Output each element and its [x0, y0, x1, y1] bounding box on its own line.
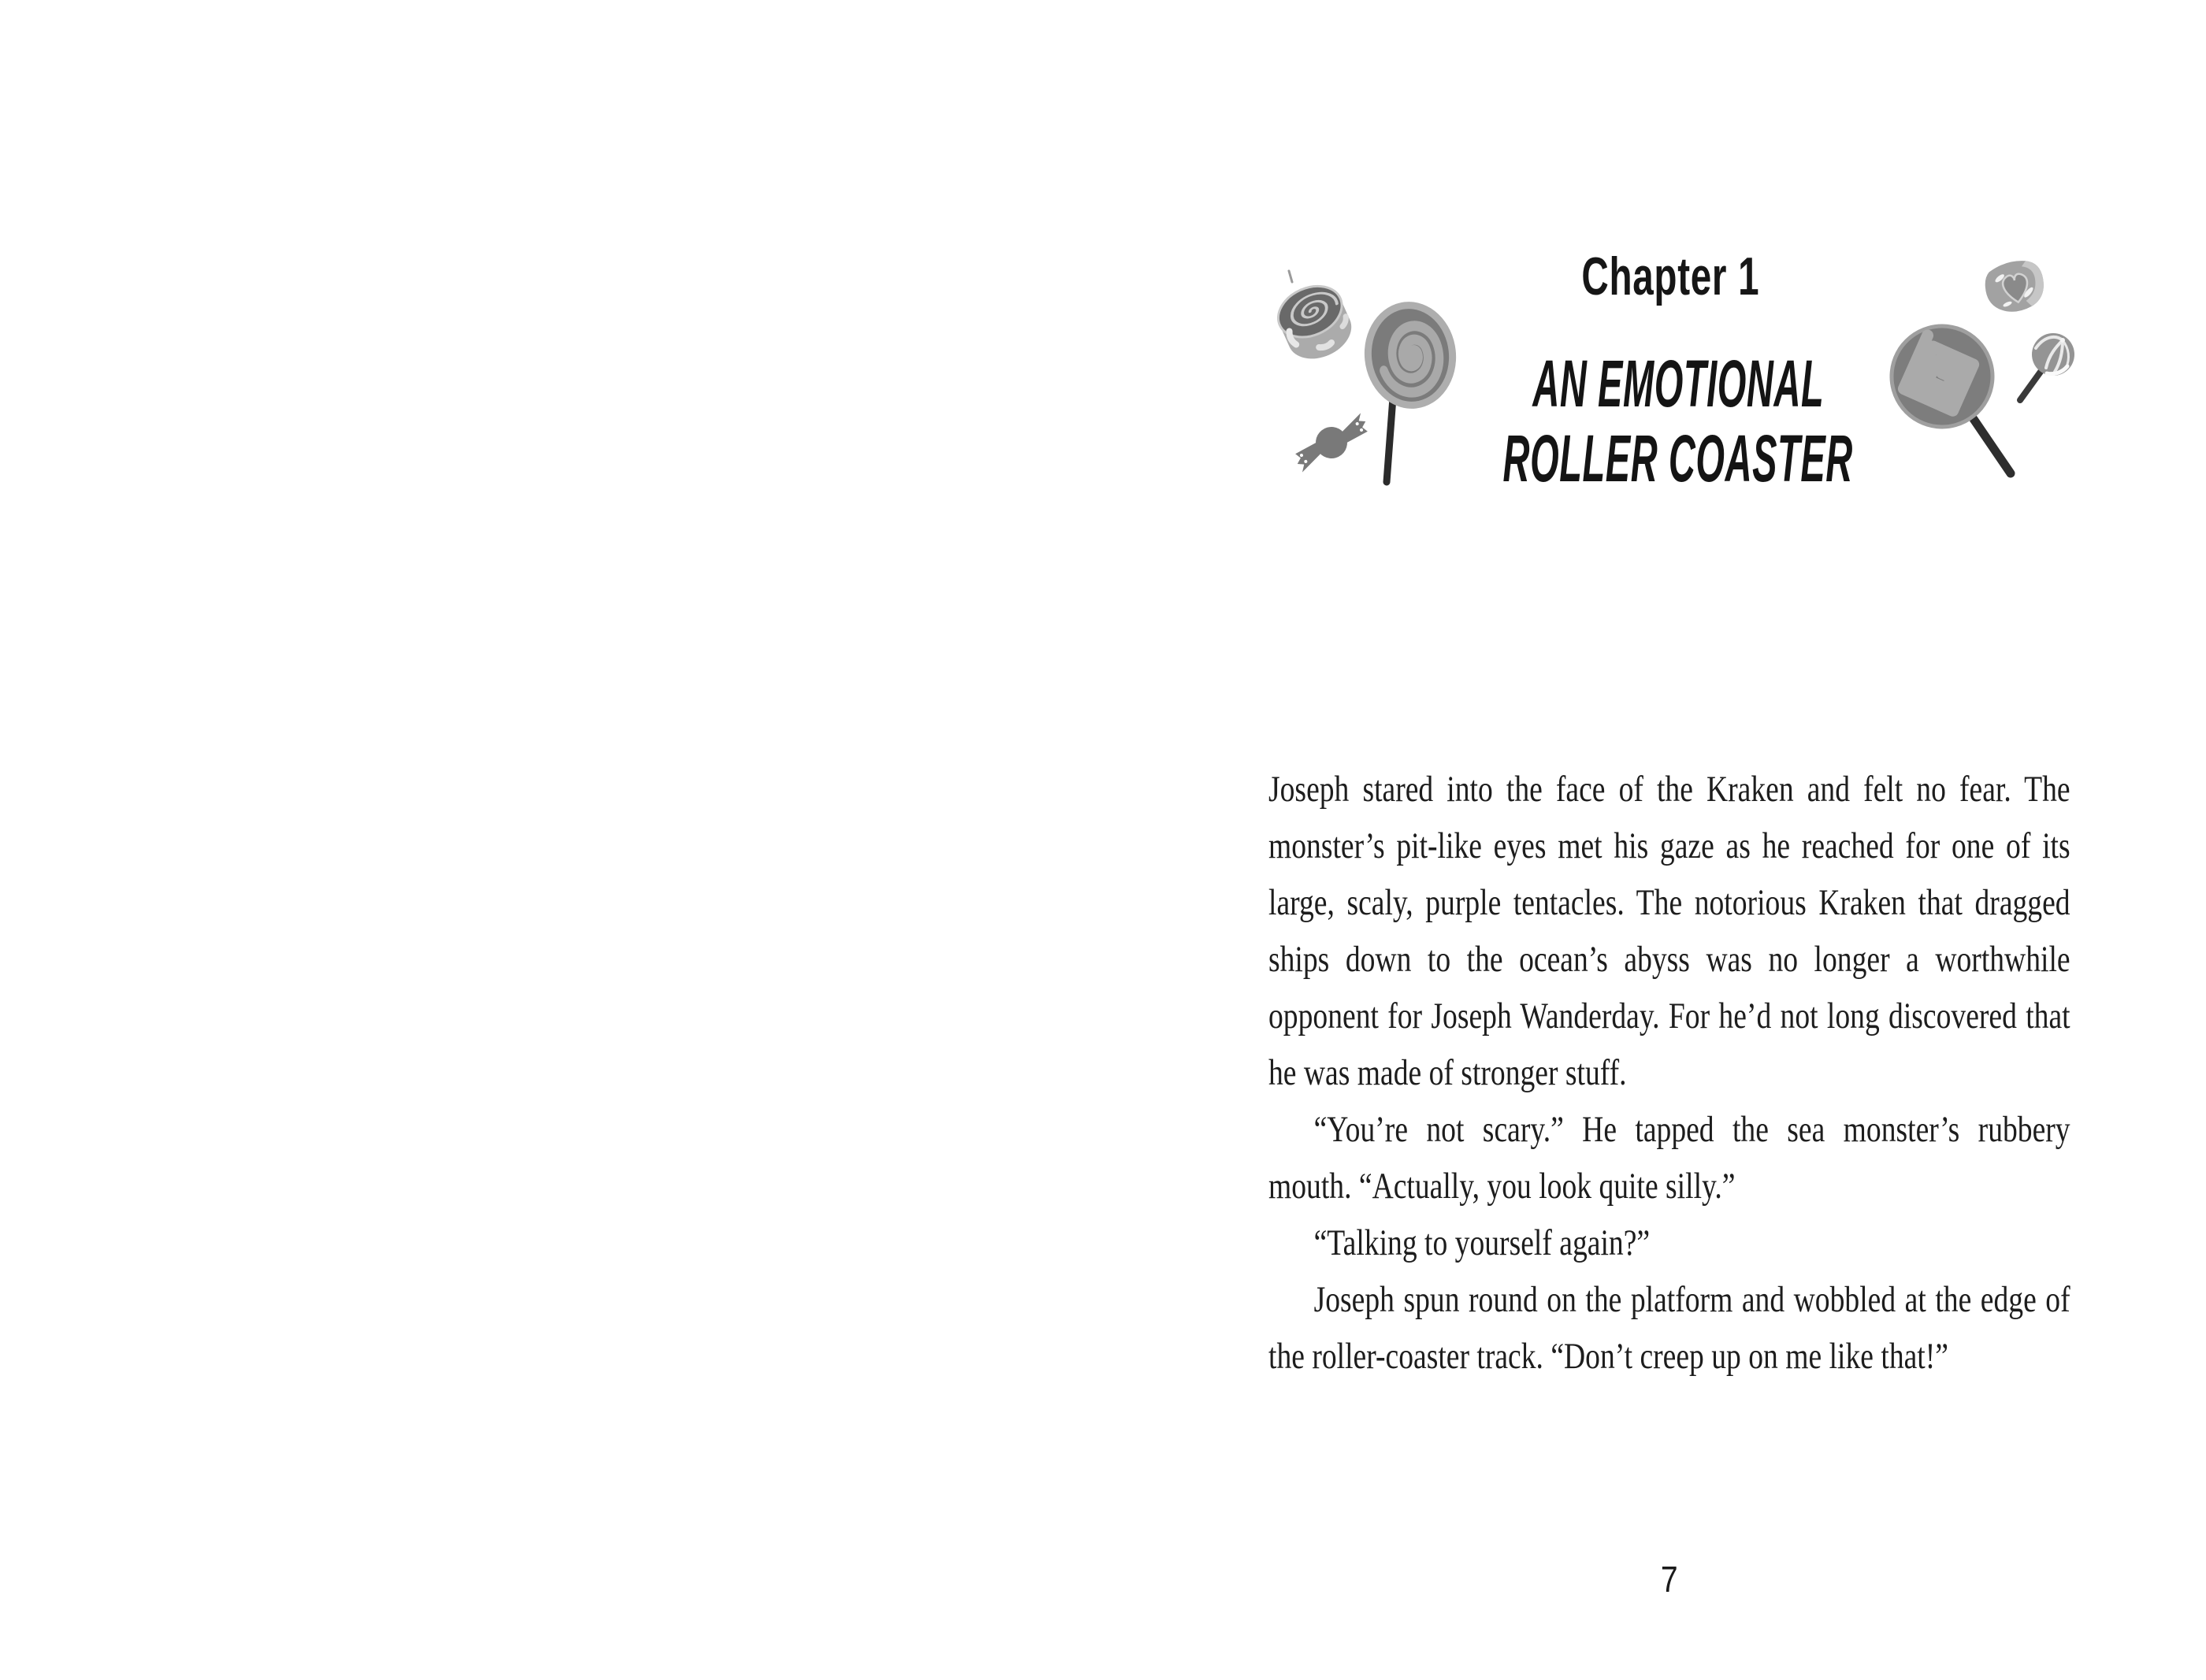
sparkle-icon — [1289, 271, 1292, 282]
paragraph-3: “Talking to yourself again?” — [1313, 1222, 1651, 1263]
paragraph-1: Joseph stared into the face of the Kraken and felt no fear. The monster’s pit-like eyes met his gaze as he reached for one of its large, scaly, purple tentacles. The notorious Kraken that dragged ships down to the ocean’s abyss was no longer a worthwhile opponent for Joseph Wanderday. For he’d not long discovered that he was made of stronger stuff. — [1268, 769, 2070, 1093]
heart-candy-icon — [1981, 257, 2048, 316]
lollipop-stick — [2020, 372, 2041, 400]
body-text-block — [1268, 761, 2070, 1385]
spiral-lollipop-large-icon — [1885, 319, 2011, 473]
right-page — [1103, 0, 2206, 1680]
page-number: 7 — [1661, 1559, 1678, 1600]
striped-ball-lollipop-icon — [2020, 333, 2074, 400]
wrapped-candy-icon — [1289, 413, 1375, 473]
paragraph-2: “You’re not scary.” He tapped the sea monster’s rubbery mouth. “Actually, you look quite silly.” — [1268, 1109, 2070, 1207]
candy-illustrations — [1253, 236, 2104, 496]
chapter-label-text: Chapter 1 — [1581, 247, 1759, 306]
chapter-title-line-2: ROLLER COASTER — [1502, 421, 1854, 495]
chapter-title-line-1: AN EMOTIONAL — [1532, 347, 1824, 421]
swirl-roll-candy-icon — [1270, 276, 1359, 368]
lollipop-stick — [1974, 419, 2011, 473]
spiral-lollipop-icon — [1359, 297, 1461, 482]
lollipop-stick — [1387, 398, 1393, 482]
paragraph-4: Joseph spun round on the platform and wobbled at the edge of the roller-coaster track. “Don’t creep up on me like that!” — [1268, 1279, 2070, 1377]
